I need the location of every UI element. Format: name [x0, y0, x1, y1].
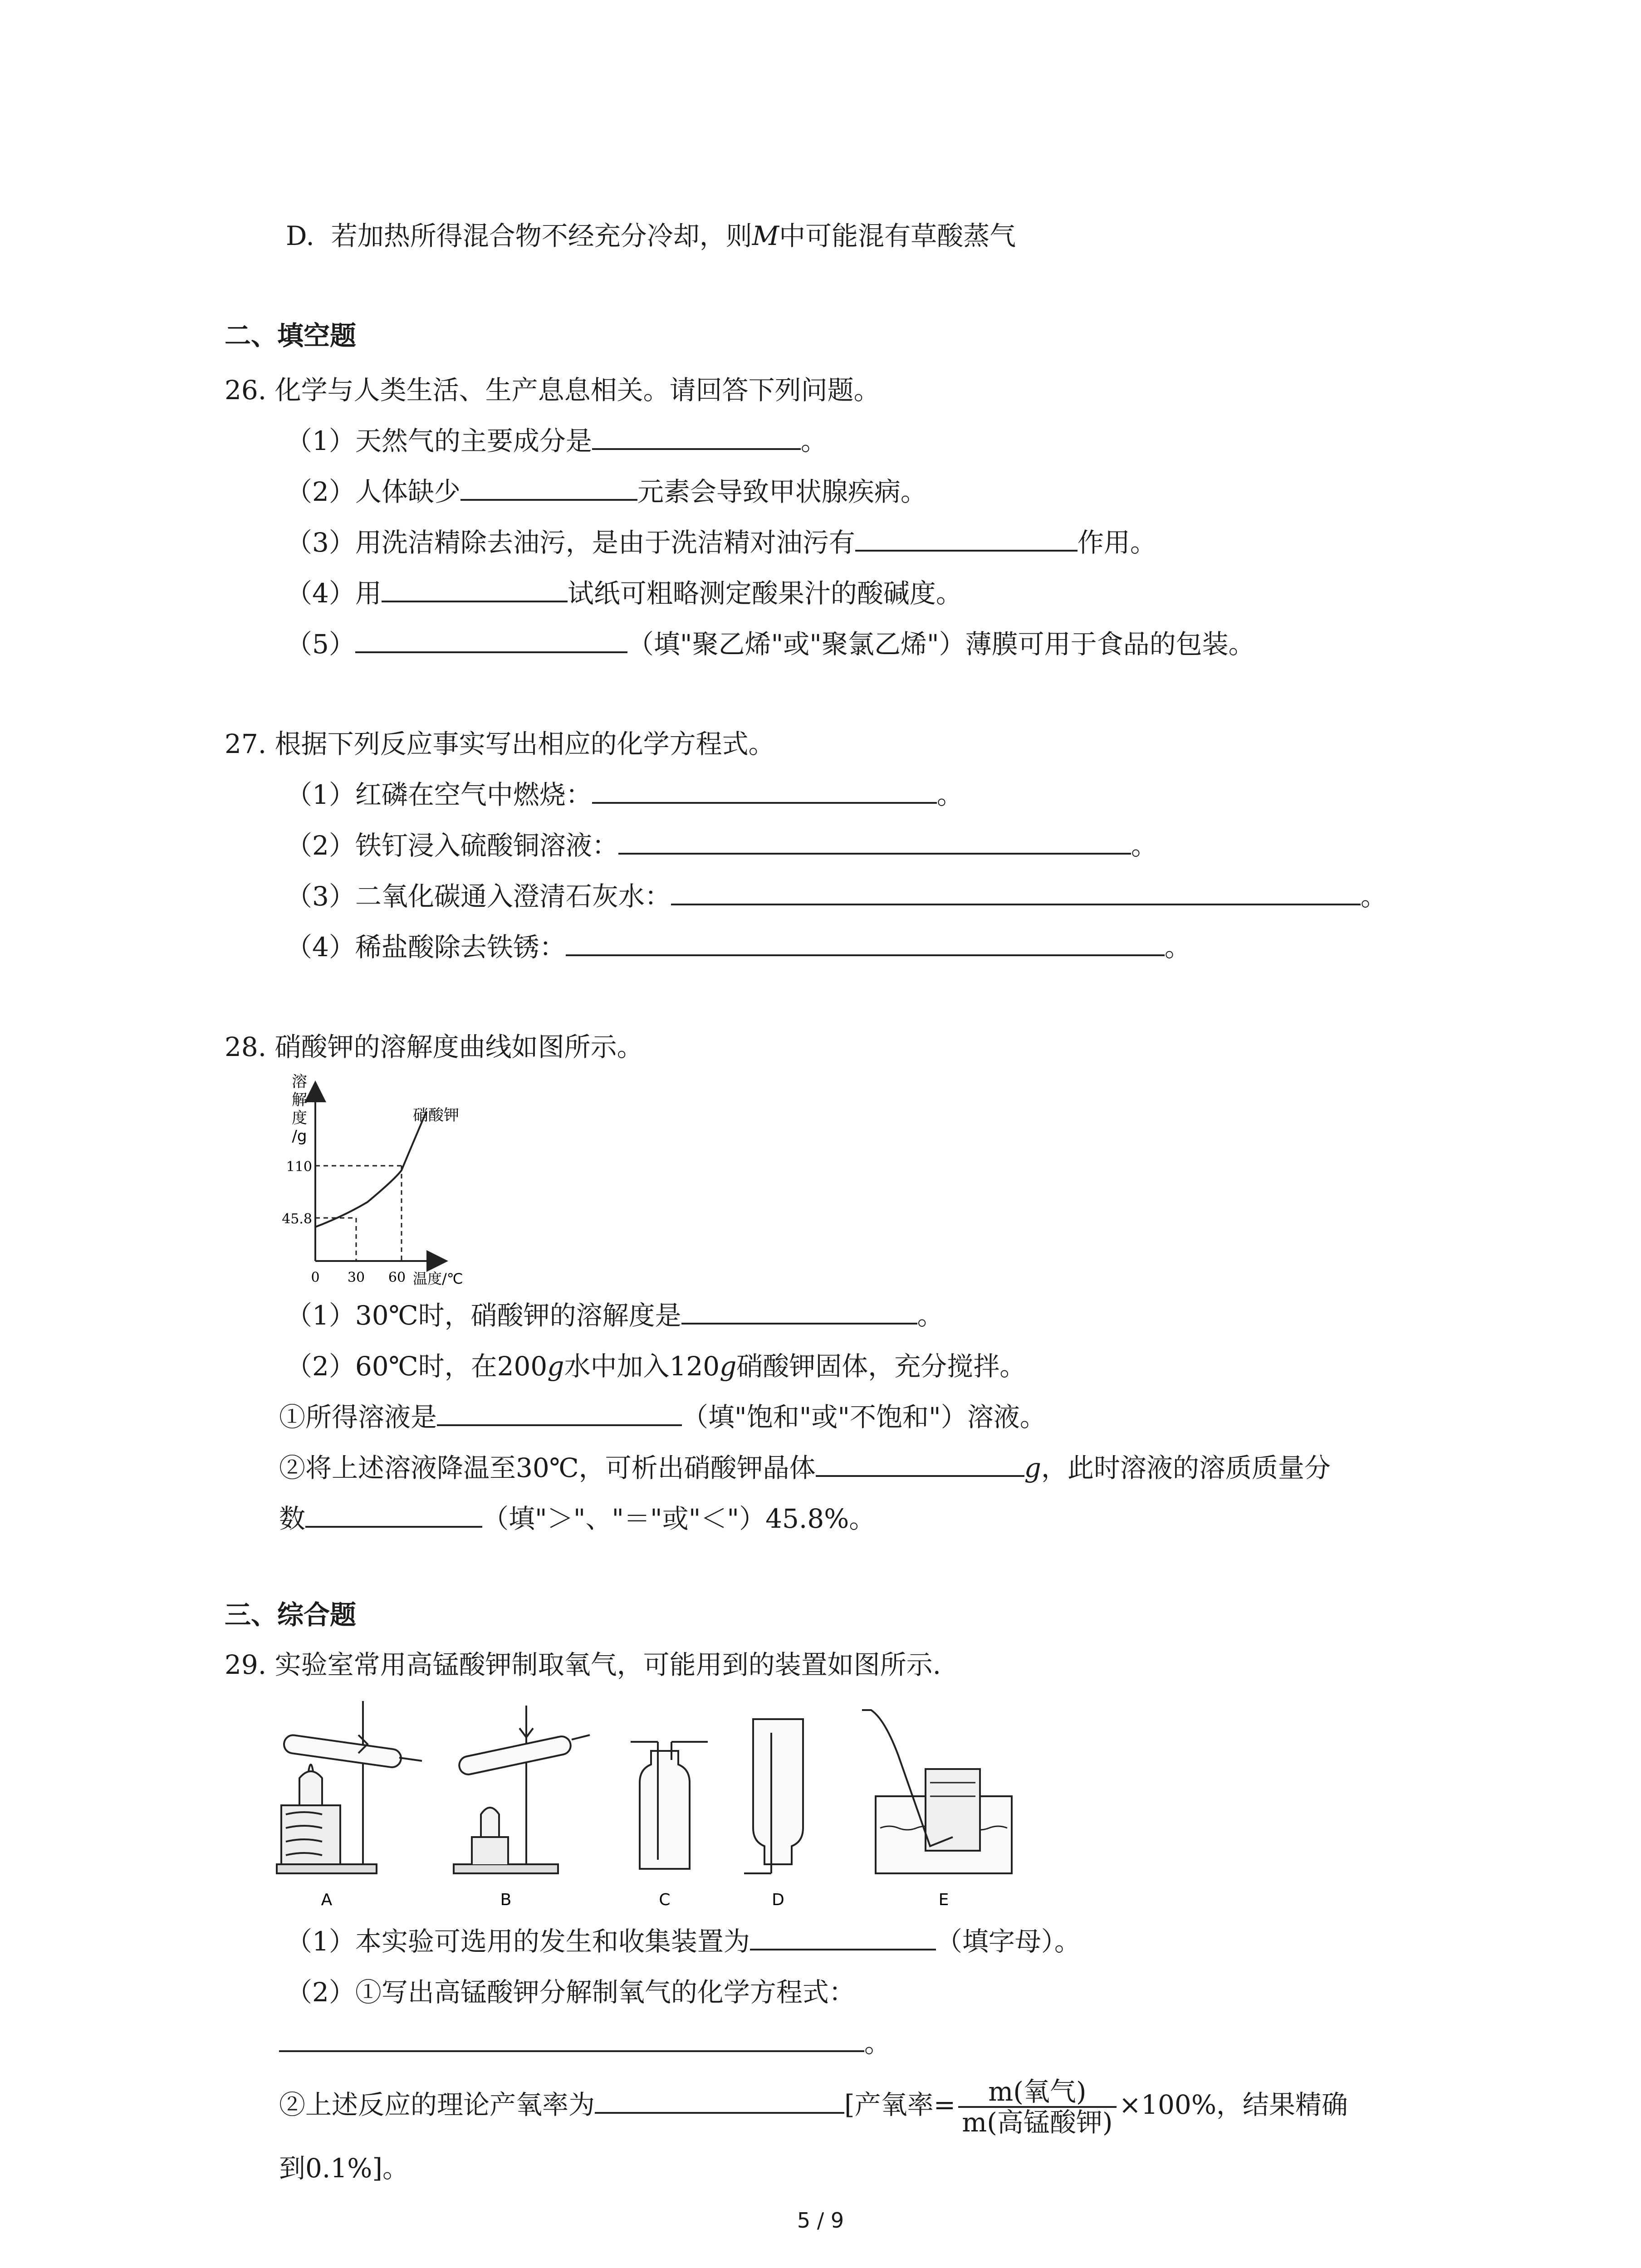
solubility-curve	[315, 1111, 426, 1227]
x-tick-label: 0	[311, 1270, 320, 1286]
y-axis-label: 度	[292, 1109, 307, 1127]
part-text: ②上述反应的理论产氧率为	[279, 2089, 595, 2120]
part-text: （1）本实验可选用的发生和收集装置为	[286, 1926, 750, 1957]
variable-m: M	[752, 220, 779, 251]
curve-label: 硝酸钾	[413, 1106, 459, 1124]
answer-blank[interactable]	[437, 1401, 682, 1426]
q29-stem: 29. 实验室常用高锰酸钾制取氧气，可能用到的装置如图所示.	[225, 1649, 941, 1680]
part-text: （3）二氧化碳通入澄清石灰水：	[286, 881, 671, 912]
part-text: （2）铁钉浸入硫酸铜溶液：	[286, 830, 618, 861]
q29-part-2	[286, 1974, 855, 2010]
y-axis-label: /g	[292, 1127, 307, 1145]
part-text: （填"聚乙烯"或"聚氯乙烯"）薄膜可用于食品的包装。	[627, 629, 1255, 660]
part-text: ×100%，结果精确	[1119, 2089, 1348, 2120]
part-text: 水中加入120	[564, 1351, 720, 1382]
apparatus-d	[744, 1719, 803, 1873]
part-text: （1）天然气的主要成分是	[286, 425, 592, 456]
answer-blank[interactable]	[855, 526, 1078, 552]
apparatus-b	[454, 1706, 590, 1873]
q26-stem: 26. 化学与人类生活、生产息息相关。请回答下列问题。	[225, 375, 880, 406]
x-tick-label: 30	[347, 1270, 365, 1286]
apparatus-c	[631, 1742, 708, 1869]
part-text: 。	[1131, 830, 1157, 861]
x-axis-label: 温度/℃	[413, 1270, 463, 1287]
q28-part-2	[286, 1348, 1026, 1384]
q26-part-2	[286, 474, 927, 510]
q28-sub-1	[279, 1399, 1046, 1435]
q26-part-5	[286, 626, 1255, 662]
part-text: [产氧率=	[844, 2089, 956, 2120]
apparatus-label-e: E	[938, 1891, 949, 1909]
part-text: （2）人体缺少	[286, 476, 460, 507]
q26-part-4	[286, 575, 962, 611]
q27-part-4	[286, 929, 1191, 965]
part-text: （1）30℃时，硝酸钾的溶解度是	[286, 1300, 681, 1331]
part-text: 硝酸钾固体，充分搅拌。	[736, 1351, 1026, 1382]
q29-part-2-answer	[279, 2025, 891, 2061]
answer-blank[interactable]	[671, 880, 1361, 905]
part-text: （填"饱和"或"不饱和"）溶液。	[682, 1402, 1046, 1432]
fraction-numerator: m(氧气)	[958, 2077, 1116, 2108]
answer-blank[interactable]	[750, 1925, 936, 1950]
part-text: （填"＞"、"＝"或"＜"）45.8%。	[482, 1503, 876, 1534]
q28-sub-2-cont	[279, 1501, 875, 1537]
apparatus-label-d: D	[772, 1891, 784, 1909]
part-text: 数	[279, 1503, 306, 1534]
answer-blank[interactable]	[305, 1502, 482, 1528]
part-text: （4）稀盐酸除去铁锈：	[286, 932, 566, 963]
option-label: D.	[286, 220, 314, 251]
part-text: （2）①写出高锰酸钾分解制氧气的化学方程式：	[286, 1977, 855, 2008]
q29-part-1	[286, 1923, 1081, 1960]
part-text: ②将上述溶液降温至30℃，可析出硝酸钾晶体	[279, 1452, 816, 1483]
part-text: 元素会导致甲状腺疾病。	[637, 476, 927, 507]
part-text: （4）用	[286, 578, 382, 609]
part-text: （5）	[286, 629, 355, 660]
answer-blank[interactable]	[592, 778, 937, 804]
answer-blank[interactable]	[592, 425, 801, 450]
part-text: 到0.1%]。	[279, 2153, 409, 2184]
part-text: 。	[1360, 881, 1387, 912]
part-text: （填字母）。	[936, 1926, 1081, 1957]
q29-part-3-cont	[279, 2150, 409, 2186]
part-text: ，此时溶液的溶质质量分	[1041, 1452, 1331, 1483]
part-text: （3）用洗洁精除去油污，是由于洗洁精对油污有	[286, 527, 855, 558]
answer-blank[interactable]	[595, 2088, 844, 2114]
apparatus-label-a: A	[321, 1891, 333, 1909]
q28-stem: 28. 硝酸钾的溶解度曲线如图所示。	[225, 1031, 643, 1062]
y-axis-label: 解	[292, 1091, 307, 1109]
answer-blank[interactable]	[618, 829, 1131, 855]
y-axis-label: 溶	[292, 1073, 307, 1091]
q25-option-d	[286, 218, 1016, 254]
answer-blank[interactable]	[681, 1299, 917, 1325]
apparatus-label-c: C	[659, 1891, 671, 1909]
option-text: 若加热所得混合物不经充分冷却，则	[331, 220, 752, 251]
part-text: 。	[917, 1300, 944, 1331]
fraction-denominator: m(高锰酸钾)	[962, 2107, 1113, 2138]
part-text: （1）红磷在空气中燃烧：	[286, 779, 592, 810]
oxygen-yield-fraction	[958, 2077, 1116, 2137]
part-text: 试纸可粗略测定酸果汁的酸碱度。	[567, 578, 962, 609]
apparatus-a	[277, 1701, 422, 1873]
part-text: 。	[864, 2028, 891, 2058]
apparatus-label-b: B	[500, 1891, 512, 1909]
y-tick-label: 45.8	[282, 1211, 312, 1227]
part-text: 。	[800, 425, 827, 456]
part-text: （2）60℃时，在200	[286, 1351, 548, 1382]
apparatus-e	[862, 1710, 1012, 1873]
answer-blank[interactable]	[355, 628, 627, 653]
q28-part-1	[286, 1297, 944, 1334]
unit-g: g	[1024, 1452, 1041, 1483]
section-heading-comprehensive: 三、综合题	[225, 1599, 357, 1630]
part-text: ①所得溶液是	[279, 1402, 437, 1432]
q27-stem: 27. 根据下列反应事实写出相应的化学方程式。	[225, 728, 775, 759]
y-tick-label: 110	[286, 1159, 312, 1175]
page-number: 5 / 9	[797, 2208, 844, 2233]
answer-blank[interactable]	[382, 577, 568, 602]
q29-part-3	[279, 2073, 1348, 2137]
part-text: 。	[1164, 932, 1191, 963]
answer-blank[interactable]	[279, 2027, 864, 2052]
lab-apparatus-figure	[272, 1692, 1071, 1914]
x-tick-label: 60	[388, 1270, 406, 1286]
q26-part-1	[286, 423, 827, 459]
q28-sub-2	[279, 1450, 1331, 1486]
answer-blank[interactable]	[460, 475, 637, 501]
q27-part-1	[286, 777, 963, 813]
answer-blank[interactable]	[566, 931, 1165, 956]
answer-blank[interactable]	[816, 1452, 1024, 1477]
option-text: 中可能混有草酸蒸气	[779, 220, 1016, 251]
unit-g: g	[547, 1351, 564, 1382]
section-heading-fill-in: 二、填空题	[225, 320, 357, 351]
part-text: 作用。	[1077, 527, 1156, 558]
part-text: 。	[936, 779, 963, 810]
unit-g: g	[720, 1351, 737, 1382]
solubility-graph	[277, 1070, 522, 1288]
q26-part-3	[286, 524, 1156, 561]
q27-part-2	[286, 827, 1157, 864]
q27-part-3	[286, 878, 1387, 914]
